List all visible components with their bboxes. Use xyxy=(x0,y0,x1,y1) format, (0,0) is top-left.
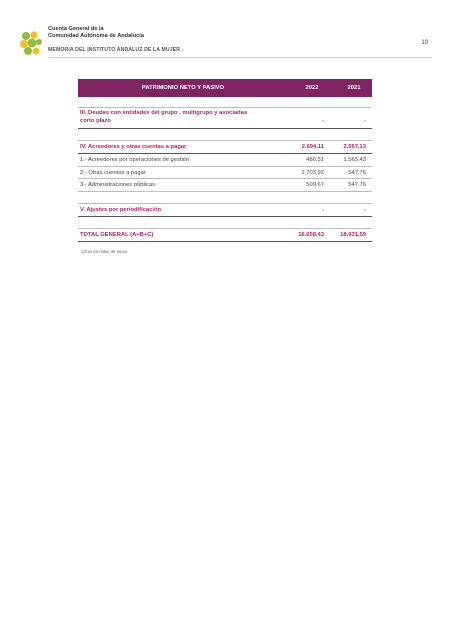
value-2021: - xyxy=(364,206,366,213)
value-2022: - xyxy=(322,206,324,213)
table-row xyxy=(78,179,372,192)
section-label-line-2: corto plazo xyxy=(80,117,111,124)
balance-table xyxy=(78,79,372,242)
units-note: Cifras en miles de euros xyxy=(81,249,128,254)
value-2021: 547,76 xyxy=(348,169,366,176)
section-row-iv xyxy=(78,141,372,154)
total-label: TOTAL GENERAL (A+B+C) xyxy=(80,231,154,238)
section-row-iii xyxy=(78,108,372,129)
value-2022: - xyxy=(322,118,324,124)
organization-name xyxy=(48,26,144,40)
value-2022: 509,67 xyxy=(306,182,324,188)
andalucia-logo-icon xyxy=(20,30,42,58)
table-spacer xyxy=(78,217,372,229)
total-2021: 18.931,59 xyxy=(340,231,366,238)
section-label: V. Ajustes por periodificación xyxy=(80,206,162,213)
table-spacer xyxy=(78,97,372,108)
column-header-2022: 2022 xyxy=(305,85,319,91)
document-subtitle: MEMORIA DEL INSTITUTO ANDALUZ DE LA MUJER xyxy=(48,47,181,53)
value-2021: - xyxy=(364,118,366,124)
value-2022: 1.703,92 xyxy=(301,169,324,176)
value-2022: 480,51 xyxy=(306,157,324,163)
section-label xyxy=(80,110,247,125)
value-2021: 2.567,13 xyxy=(343,144,366,150)
total-2022: 16.658,43 xyxy=(298,231,324,238)
value-2021: 1.565,43 xyxy=(343,157,366,163)
section-row-v xyxy=(78,204,372,217)
table-header xyxy=(78,79,372,97)
org-line-2: Comunidad Autónoma de Andalucía xyxy=(48,33,144,39)
section-label: IV. Acreedores y otras cuentas a pagar xyxy=(80,144,187,150)
column-header-label: PATRIMONIO NETO Y PASIVO xyxy=(141,85,225,91)
total-row xyxy=(78,229,372,242)
item-label: 2.- Otras cuentas a pagar xyxy=(80,169,146,176)
table-row xyxy=(78,154,372,167)
section-label-line-1: III. Deudas con entidades del grupo , multigrupo y asociadas xyxy=(80,110,248,116)
value-2021: 547,76 xyxy=(348,182,366,188)
value-2022: 2.694,11 xyxy=(301,144,324,150)
table-row xyxy=(78,167,372,180)
item-label: 1.- Acreedores por operaciones de gestión xyxy=(80,157,190,163)
header-divider xyxy=(48,57,432,58)
table-spacer xyxy=(78,129,372,141)
page-number: 10 xyxy=(421,40,428,46)
org-line-1: Cuenta General de la xyxy=(48,26,104,32)
table-spacer xyxy=(78,192,372,204)
page-header xyxy=(20,26,432,62)
column-header-2021: 2021 xyxy=(347,85,361,91)
item-label: 3.- Administraciones públicas xyxy=(80,182,156,188)
